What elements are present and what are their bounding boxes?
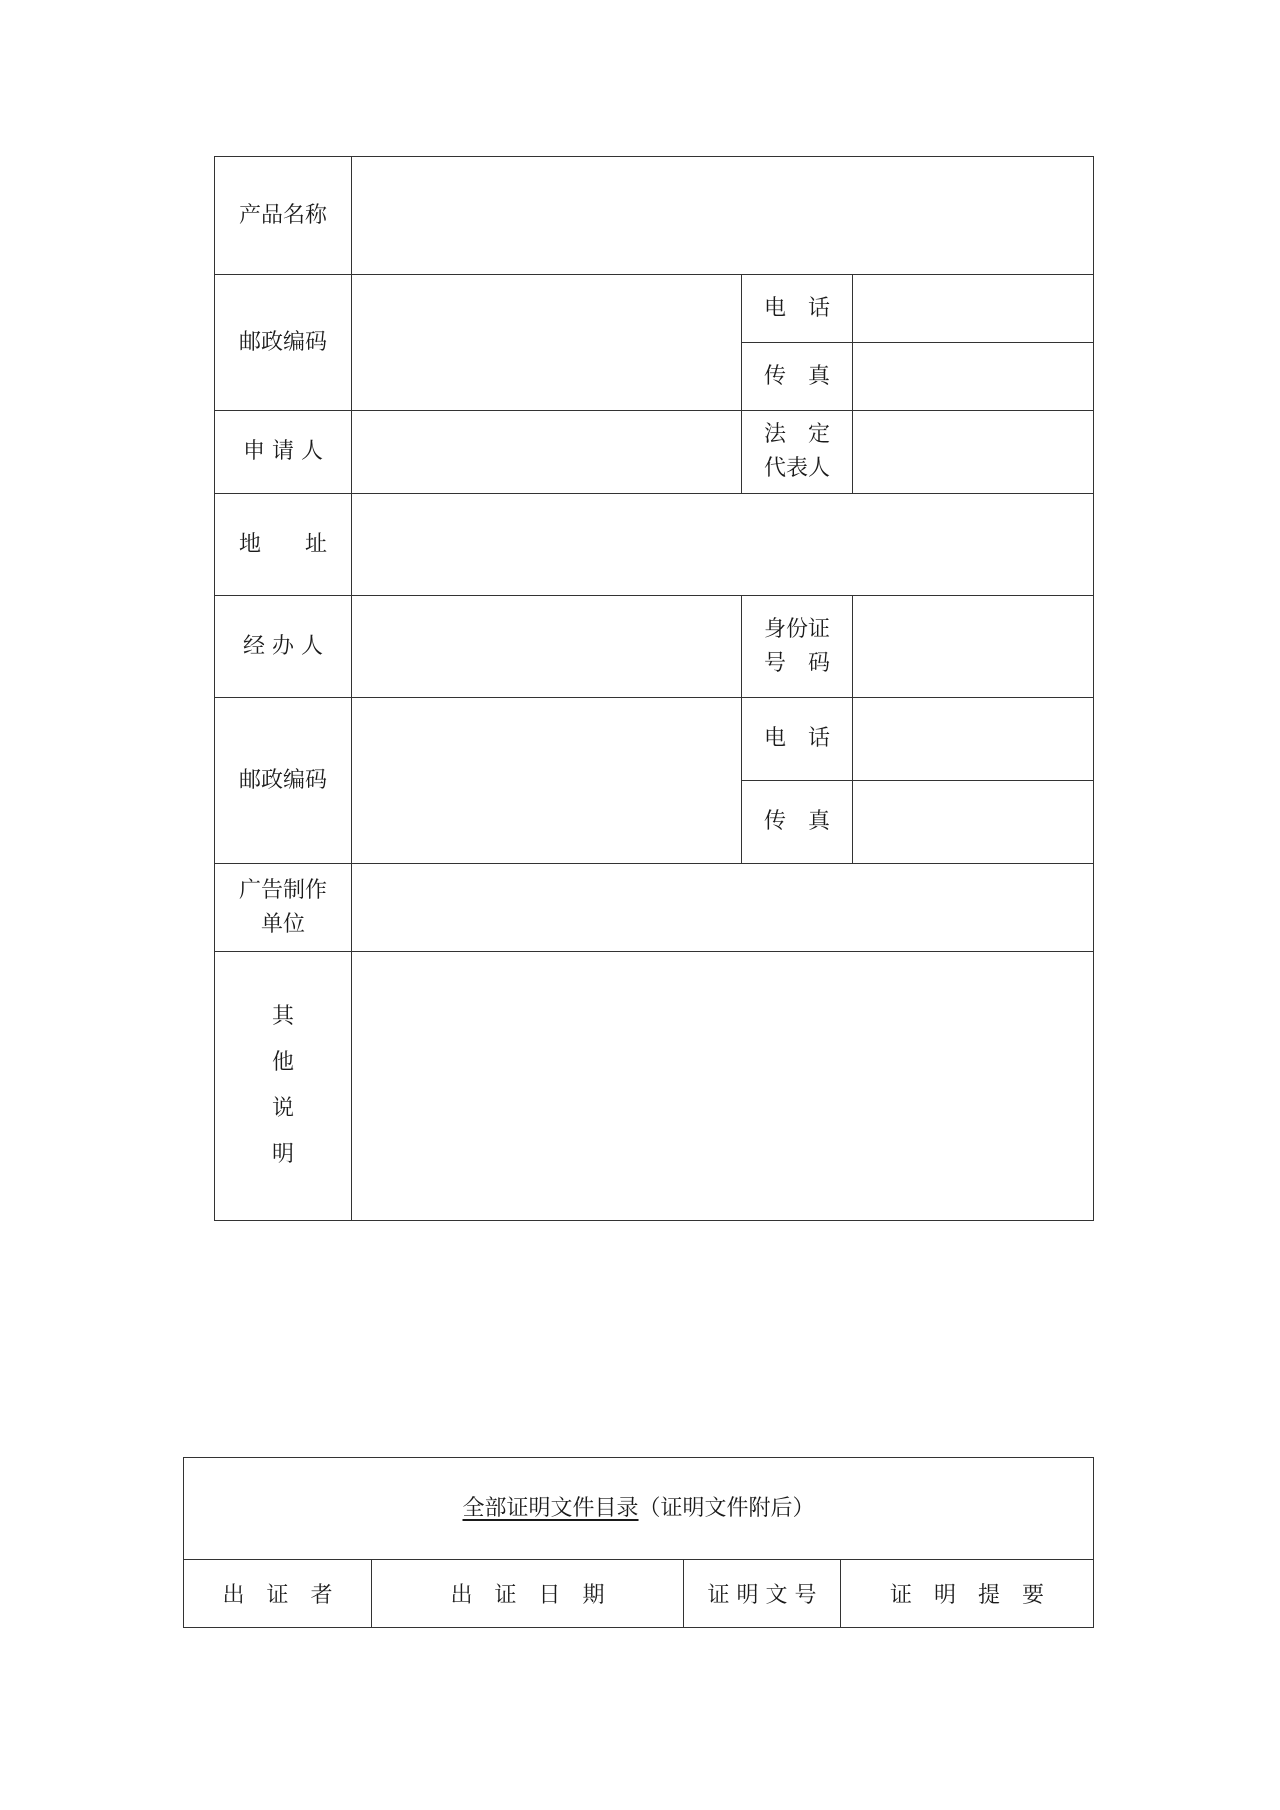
phone-label-1: 电 话	[742, 275, 853, 343]
postal-code-field-2[interactable]	[352, 698, 742, 864]
other-notes-label	[215, 952, 352, 1221]
other-notes-char: 其	[271, 1004, 294, 1029]
applicant-field[interactable]	[352, 411, 742, 494]
applicant-label: 申 请 人	[215, 411, 352, 494]
other-notes-char: 他	[271, 1050, 294, 1075]
product-name-field[interactable]	[352, 157, 1094, 275]
catalog-title-underlined: 全部证明文件目录	[462, 1495, 639, 1521]
address-field[interactable]	[352, 494, 1094, 596]
phone-field-2[interactable]	[853, 698, 1094, 781]
ad-maker-field[interactable]	[352, 864, 1094, 952]
other-notes-char: 明	[271, 1142, 294, 1167]
legal-representative-field[interactable]	[853, 411, 1094, 494]
catalog-title	[184, 1458, 1094, 1560]
id-number-field[interactable]	[853, 596, 1094, 698]
catalog-title-suffix: （证明文件附后）	[638, 1495, 815, 1521]
other-notes-char: 说	[271, 1096, 294, 1121]
legal-representative-label-line2: 代表人	[763, 456, 830, 481]
product-name-label: 产品名称	[215, 157, 352, 275]
fax-field-2[interactable]	[853, 781, 1094, 864]
address-label: 地 址	[215, 494, 352, 596]
handler-field[interactable]	[352, 596, 742, 698]
proof-documents-catalog-table	[183, 1457, 1094, 1628]
phone-label-2: 电 话	[742, 698, 853, 781]
postal-code-field-1[interactable]	[352, 275, 742, 411]
postal-code-label-2: 邮政编码	[215, 698, 352, 864]
ad-maker-label	[215, 864, 352, 952]
ad-maker-label-line2: 单位	[260, 911, 305, 937]
catalog-column-header: 证 明 提 要	[841, 1560, 1094, 1628]
ad-maker-label-line1: 广告制作	[238, 877, 327, 903]
catalog-column-header: 证 明 文 号	[684, 1560, 841, 1628]
phone-field-1[interactable]	[853, 275, 1094, 343]
fax-label-2: 传 真	[742, 781, 853, 864]
other-notes-field[interactable]	[352, 952, 1094, 1221]
legal-representative-label	[742, 411, 853, 494]
catalog-column-header: 出 证 者	[184, 1560, 372, 1628]
fax-field-1[interactable]	[853, 343, 1094, 411]
id-number-label-line1: 身份证	[763, 616, 830, 642]
fax-label-1: 传 真	[742, 343, 853, 411]
handler-label: 经 办 人	[215, 596, 352, 698]
id-number-label	[742, 596, 853, 698]
legal-representative-label-line1: 法 定	[763, 422, 830, 447]
application-form-table	[214, 156, 1094, 1221]
postal-code-label-1: 邮政编码	[215, 275, 352, 411]
catalog-column-header: 出 证 日 期	[372, 1560, 684, 1628]
id-number-label-line2: 号 码	[763, 650, 830, 676]
